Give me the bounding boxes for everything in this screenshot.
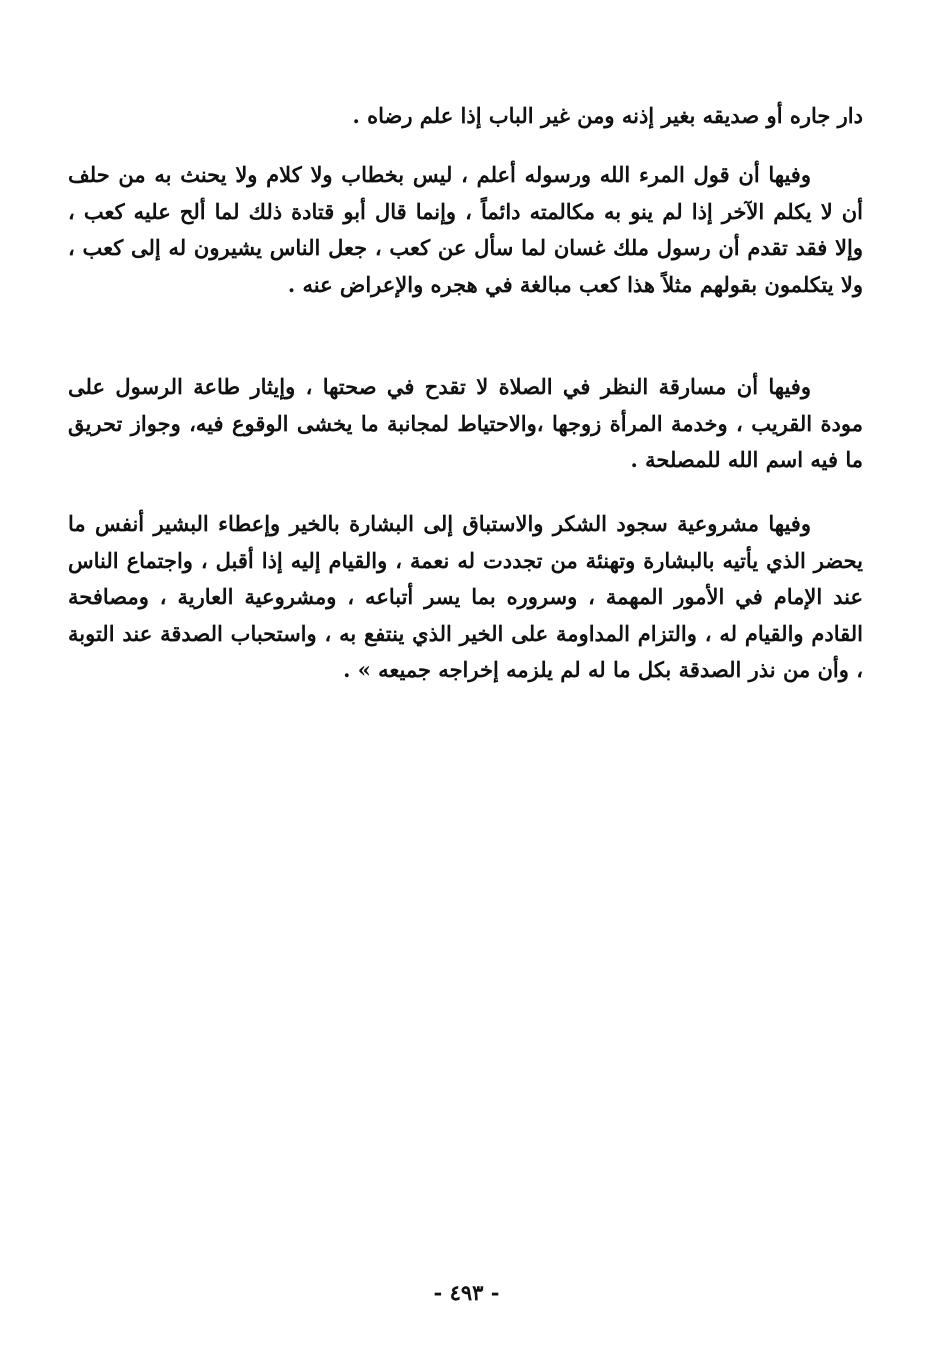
paragraph-prayer-glance [68, 369, 863, 479]
page-number: - ٤٩٣ - [433, 1280, 500, 1305]
paragraph-speech-ruling [68, 157, 863, 303]
paragraph-text: وفيها مشروعية سجود الشكر والاستباق إلى البشارة بالخير وإعطاء البشير أنفس ما يحضر الذي يأتيه بالبشارة وتهنئة من تجددت له نعمة ، والقيام إليه إذا أقبل ، واجتماع الناس عند الإمام في الأمور المهمة ، وسروره بما يسر أتباعه ، ومشروعية العارية ، ومصافحة القادم والقيام له ، والتزام المداومة على الخير الذي ينتفع به ، واستحباب الصدقة عند التوبة ، وأن من نذر الصدقة بكل ما له لم يلزمه إخراجه جميعه » . [68, 511, 863, 682]
paragraph-text: وفيها أن مسارقة النظر في الصلاة لا تقدح في صحتها ، وإيثار طاعة الرسول على مودة القريب ، وخدمة المرأة زوجها ،والاحتياط لمجانبة ما يخشى الوقوع فيه، وجواز تحريق ما فيه اسم الله للمصلحة . [68, 374, 863, 472]
paragraph-gratitude-prostration [68, 506, 863, 689]
paragraph-text: دار جاره أو صديقه بغير إذنه ومن غير الباب إذا علم رضاه . [352, 103, 863, 128]
paragraph-text: وفيها أن قول المرء الله ورسوله أعلم ، ليس بخطاب ولا كلام ولا يحنث به من حلف أن لا يكلم الآخر إذا لم ينو به مكالمته دائماً ، وإنما قال أبو قتادة ذلك لما ألح عليه كعب ، وإلا فقد تقدم أن رسول ملك غسان لما سأل عن كعب ، جعل الناس يشيرون له إلى كعب ، ولا يتكلمون بقولهم مثلاً هذا كعب مبالغة في هجره والإعراض عنه . [68, 162, 863, 297]
paragraph-continuation [68, 98, 863, 135]
